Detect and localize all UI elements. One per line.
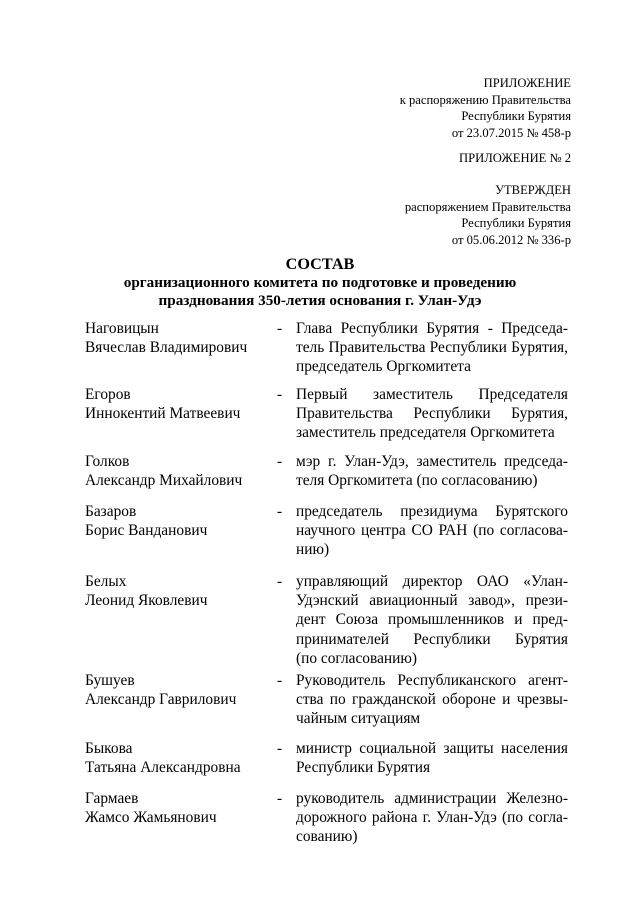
role-line: нию) — [296, 541, 330, 559]
role-line: научного центра СО РАН (по согласова- — [296, 522, 568, 540]
member-given-name: Жамсо Жамьянович — [85, 809, 217, 827]
appendix-label: ПРИЛОЖЕНИЕ — [483, 76, 571, 90]
role-line: Республики Бурятия — [296, 759, 431, 777]
member-given-name: Татьяна Александровна — [85, 759, 241, 777]
separator-dash: - — [277, 503, 283, 520]
role-line: министр социальной защиты населения — [296, 740, 568, 757]
member-role — [296, 572, 568, 668]
appendix-2-header — [459, 150, 571, 167]
approved-label: УТВЕРЖДЕН — [495, 183, 571, 197]
role-line: ства по гражданской обороне и чрезвы- — [296, 691, 568, 709]
separator-dash: - — [277, 453, 283, 470]
member-surname: Голков — [85, 453, 130, 470]
role-line: (по согласованию) — [296, 649, 417, 667]
role-line: руководитель администрации Железно- — [296, 790, 568, 807]
role-line: управляющий директор ОАО «Улан- — [296, 573, 568, 590]
member-surname: Наговицын — [85, 320, 159, 337]
separator-dash: - — [277, 386, 283, 403]
member-role — [296, 739, 568, 777]
role-line: сованию) — [296, 828, 358, 846]
member-name — [85, 789, 275, 827]
separator-dash: - — [277, 740, 283, 757]
role-line: дорожного района г. Улан-Удэ (по согла- — [296, 809, 568, 827]
member-role — [296, 789, 568, 847]
appendix-ref-date: от 23.07.2015 № 458-р — [451, 125, 571, 140]
member-name — [85, 739, 275, 777]
member-given-name: Иннокентий Матвеевич — [85, 405, 241, 423]
separator-dash: - — [277, 790, 283, 807]
member-surname: Бушуев — [85, 672, 135, 689]
member-surname: Гармаев — [85, 790, 139, 807]
approved-ref-line: Республики Бурятия — [461, 216, 571, 230]
role-line: Глава Республики Бурятия - Председа- — [296, 320, 568, 337]
member-given-name: Борис Ванданович — [85, 522, 208, 540]
role-line: председатель президиума Бурятского — [296, 503, 568, 520]
member-role — [296, 502, 568, 560]
role-line: Руководитель Республиканского агент- — [296, 672, 568, 689]
member-surname: Быкова — [85, 740, 133, 757]
title-line: организационного комитета по подготовке и проведению — [123, 274, 517, 291]
role-line: Правительства Республики Бурятия, — [296, 405, 568, 423]
member-surname: Базаров — [85, 503, 137, 520]
approved-ref-line: распоряжением Правительства — [404, 199, 571, 214]
appendix-ref-line: к распоряжению Правительства — [399, 92, 571, 107]
member-given-name: Александр Михайлович — [85, 472, 243, 490]
member-surname: Егоров — [85, 386, 131, 403]
member-name — [85, 502, 275, 540]
appendix-header — [400, 75, 571, 141]
role-line: заместитель председателя Оргкомитета — [296, 424, 555, 442]
approved-header — [405, 182, 571, 248]
member-role — [296, 385, 568, 443]
appendix-2-label: ПРИЛОЖЕНИЕ № 2 — [459, 151, 571, 165]
role-line: чайным ситуациям — [296, 710, 421, 728]
role-line: тель Правительства Республики Бурятия, — [296, 339, 568, 357]
appendix-ref-line: Республики Бурятия — [461, 109, 571, 123]
role-line: мэр г. Улан-Удэ, заместитель председа- — [296, 453, 568, 470]
member-role — [296, 452, 568, 490]
member-name — [85, 452, 275, 490]
member-given-name: Вячеслав Владимирович — [85, 339, 248, 357]
member-surname: Белых — [85, 573, 127, 590]
document-title — [0, 254, 640, 309]
member-name — [85, 385, 275, 423]
role-line: председатель Оргкомитета — [296, 358, 471, 376]
approved-ref-date: от 05.06.2012 № 336-р — [451, 232, 571, 247]
member-role — [296, 319, 568, 377]
separator-dash: - — [277, 672, 283, 689]
separator-dash: - — [277, 320, 283, 337]
role-line: Удэнский авиационный завод», прези- — [296, 592, 568, 610]
role-line: Первый заместитель Председателя — [296, 386, 568, 403]
role-line: принимателей Республики Бурятия — [296, 630, 568, 648]
member-given-name: Александр Гаврилович — [85, 691, 237, 709]
title-line: празднования 350-летия основания г. Улан-Удэ — [158, 291, 482, 309]
title-main: СОСТАВ — [285, 255, 355, 273]
member-given-name: Леонид Яковлевич — [85, 592, 208, 610]
member-name — [85, 572, 275, 610]
role-line: теля Оргкомитета (по согласованию) — [296, 472, 538, 490]
separator-dash: - — [277, 573, 283, 590]
member-name — [85, 319, 275, 357]
role-line: дент Союза промышленников и пред- — [296, 611, 568, 629]
member-role — [296, 671, 568, 729]
member-name — [85, 671, 275, 709]
